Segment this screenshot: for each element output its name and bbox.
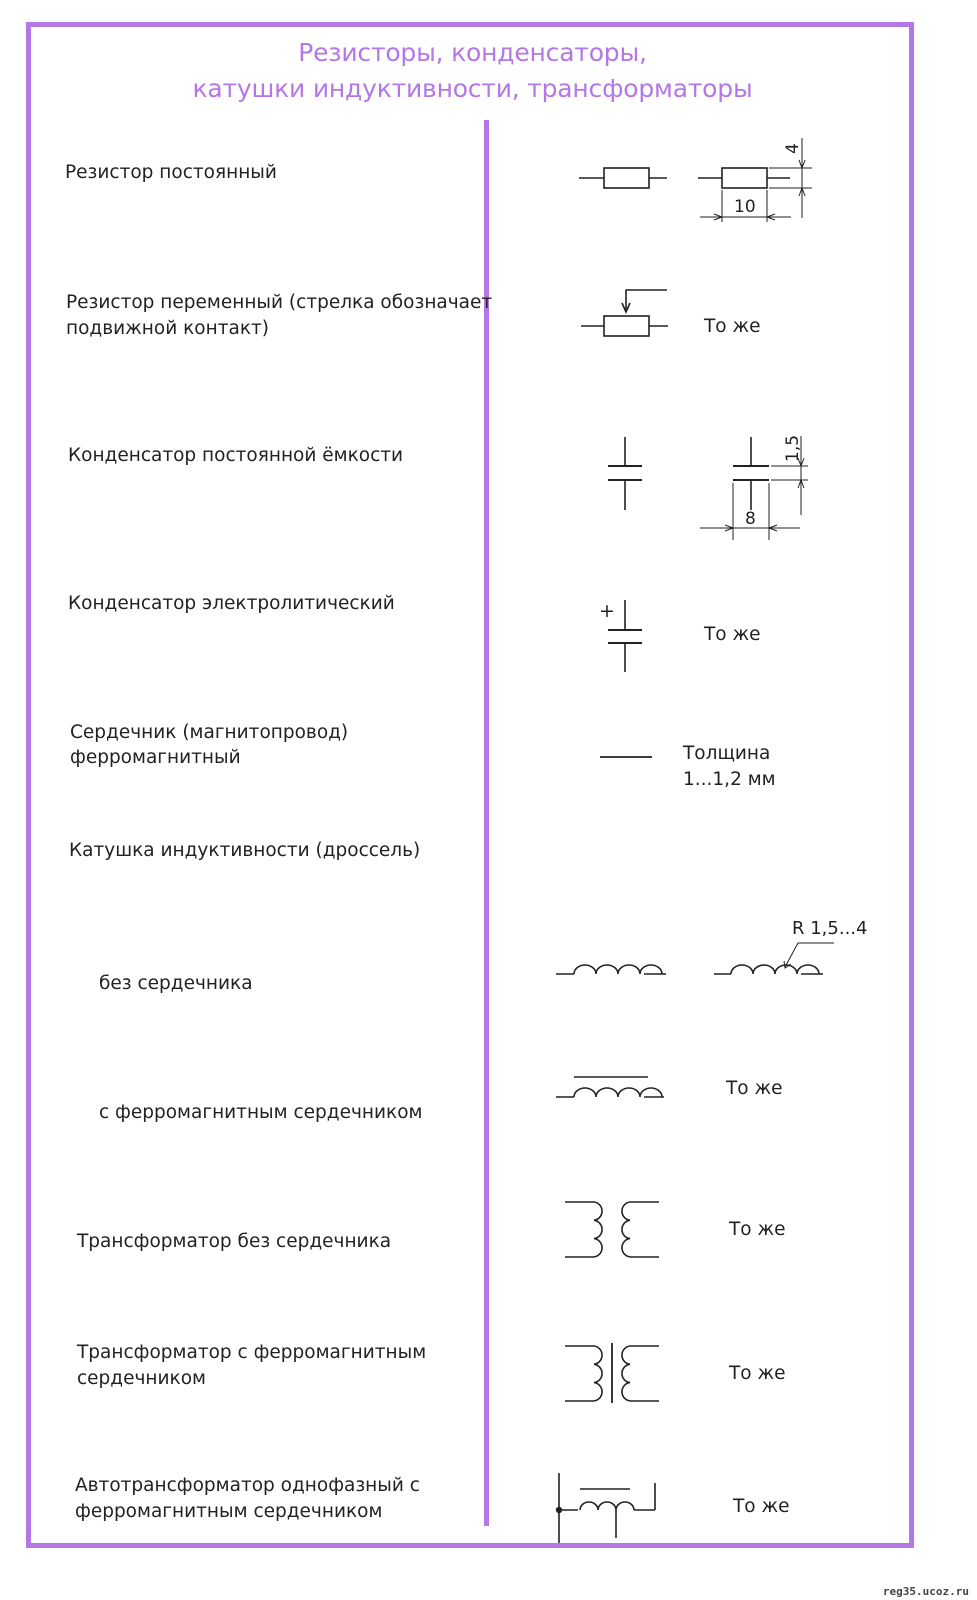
dim-resistor-length: 10 <box>734 197 756 217</box>
note-core-thickness-1: Толщина <box>683 743 771 764</box>
label-transformer-air: Трансформатор без сердечника <box>77 1231 392 1252</box>
label-autotransformer-2: ферромагнитным сердечником <box>75 1501 383 1522</box>
inductor-air-dimensioned-symbol <box>714 943 834 974</box>
inductor-air-symbol <box>556 965 666 974</box>
inductor-core-symbol <box>556 1077 664 1097</box>
transformer-air-symbol <box>565 1202 659 1257</box>
label-transformer-core-1: Трансформатор с ферромагнитным <box>77 1342 427 1363</box>
plus-sign: + <box>599 600 615 622</box>
note-core-thickness-2: 1...1,2 мм <box>683 769 776 790</box>
label-capacitor-fixed: Конденсатор постоянной ёмкости <box>68 445 404 466</box>
autotransformer-symbol <box>559 1473 655 1543</box>
label-transformer-core-2: сердечником <box>77 1368 206 1389</box>
dim-coil-radius: R 1,5...4 <box>792 918 868 939</box>
note-resistor-variable: То же <box>704 316 761 337</box>
label-core-1: Сердечник (магнитопровод) <box>70 722 349 743</box>
capacitor-fixed-symbol <box>608 437 642 510</box>
note-capacitor-electrolytic: То же <box>704 624 761 645</box>
note-transformer-air: То же <box>729 1219 786 1240</box>
label-inductor-heading: Катушка индуктивности (дроссель) <box>69 840 421 861</box>
label-capacitor-electrolytic: Конденсатор электролитический <box>68 593 395 614</box>
dim-resistor-height: 4 <box>783 143 803 154</box>
note-transformer-core: То же <box>729 1363 786 1384</box>
label-resistor-fixed: Резистор постоянный <box>65 162 277 183</box>
title-line-2: катушки индуктивности, трансформаторы <box>192 74 753 103</box>
note-autotransformer: То же <box>733 1496 790 1517</box>
note-inductor-core: То же <box>726 1078 783 1099</box>
label-inductor-core: с ферромагнитным сердечником <box>99 1102 423 1123</box>
title-line-1: Резисторы, конденсаторы, <box>298 38 647 67</box>
label-resistor-variable-1: Резистор переменный (стрелка обозначает <box>66 292 493 313</box>
label-core-2: ферромагнитный <box>70 747 241 768</box>
label-resistor-variable-2: подвижной контакт) <box>66 318 269 339</box>
resistor-variable-symbol <box>581 290 668 336</box>
dim-capacitor-width: 8 <box>745 509 756 529</box>
resistor-fixed-symbol <box>579 168 667 188</box>
label-autotransformer-1: Автотрансформатор однофазный с <box>75 1475 420 1496</box>
transformer-core-symbol <box>565 1343 659 1403</box>
autotransformer-node <box>556 1507 562 1513</box>
watermark: reg35.ucoz.ru <box>882 1585 969 1598</box>
dim-capacitor-gap: 1,5 <box>783 434 803 462</box>
label-inductor-air: без сердечника <box>99 973 253 994</box>
